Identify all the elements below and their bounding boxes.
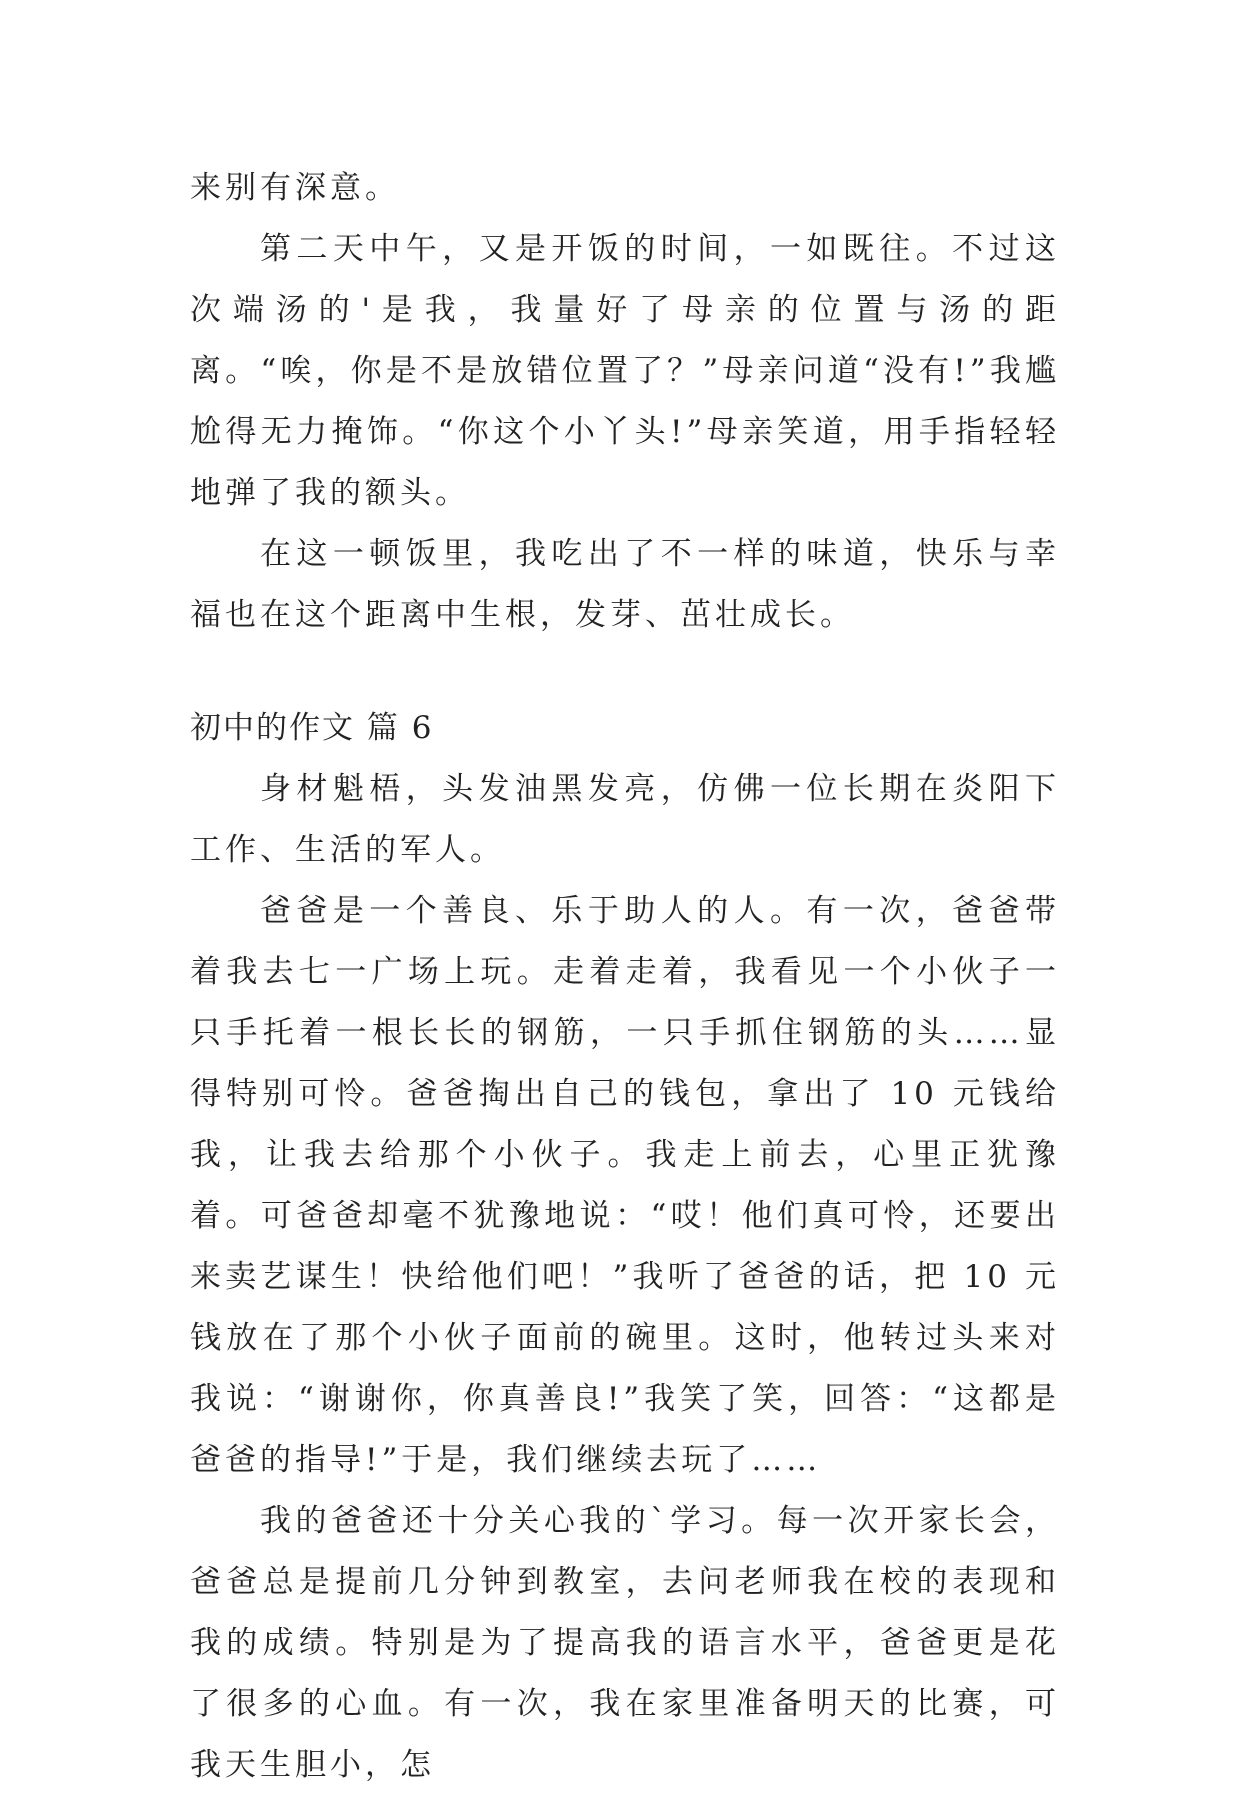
paragraph-kind-father: 爸爸是一个善良、乐于助人的人。有一次，爸爸带着我去七一广场上玩。走着走着，我看见一个小伙子一只手托着一根长长的钢筋，一只手抓住钢筋的头……显得特别可怜。爸爸掏出自己的钱包，拿出了 10 元钱给我，让我去给那个小伙子。我走上前去，心里正犹豫着。可爸爸却毫不犹豫地说：“哎！他们真可怜，还要出来卖艺谋生！快给他们吧！”我听了爸爸的话，把 10 元钱放在了那个小伙子面前的碗里。这时，他转过头来对我说：“谢谢你，你真善良!”我笑了笑，回答：“这都是爸爸的指导!”于是，我们继续去玩了…… <box>190 893 1060 1478</box>
section-title: 初中的作文 篇 6 <box>190 710 434 746</box>
section-gap <box>190 646 1060 698</box>
paragraph-continuation: 来别有深意。 <box>190 170 400 206</box>
paragraph-appearance: 身材魁梧，头发油黑发亮，仿佛一位长期在炎阳下工作、生活的军人。 <box>190 771 1060 868</box>
paragraph-study: 我的爸爸还十分关心我的`学习。每一次开家长会，爸爸总是提前几分钟到教室，去问老师我在校的表现和我的成绩。特别是为了提高我的语言水平，爸爸更是花了很多的心血。有一次，我在家里准备明天的比赛，可我天生胆小，怎 <box>190 1503 1060 1783</box>
paragraph-meal: 在这一顿饭里，我吃出了不一样的味道，快乐与幸福也在这个距离中生根，发芽、茁壮成长。 <box>190 536 1060 633</box>
paragraph-second-day: 第二天中午，又是开饭的时间，一如既往。不过这次端汤的'是我，我量好了母亲的位置与汤的距离。“唉，你是不是放错位置了？”母亲问道“没有!”我尴尬得无力掩饰。“你这个小丫头!”母亲笑道，用手指轻轻地弹了我的额头。 <box>190 231 1060 511</box>
document-body <box>190 158 1060 1796</box>
